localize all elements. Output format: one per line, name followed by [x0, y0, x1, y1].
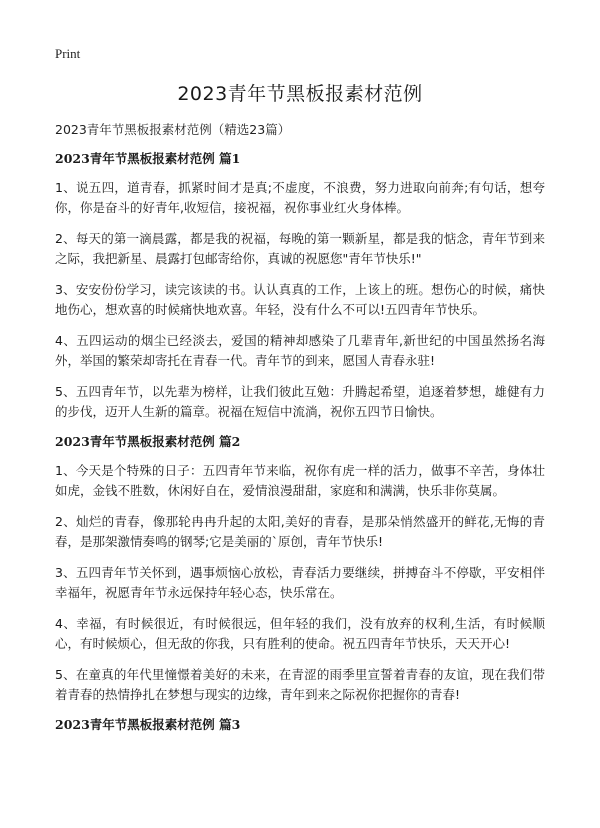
paragraph: 3、安安份份学习，读完该读的书。认认真真的工作，上该上的班。想伤心的时候，痛快地伤心，想欢喜的时候痛快地欢喜。年轻，没有什么不可以!五四青年节快乐。 [55, 282, 545, 317]
paragraph: 4、五四运动的烟尘已经淡去，爱国的精神却感染了几辈青年,新世纪的中国虽然扬名海外，举国的繁荣却寄托在青春一代。青年节的到来，愿国人青春永驻! [55, 333, 545, 368]
print-link[interactable]: Print [55, 46, 81, 61]
section-2 [55, 433, 545, 705]
paragraph: 5、在童真的年代里憧憬着美好的未来，在青涩的雨季里宣誓着青春的友谊，现在我们带着青春的热情挣扎在梦想与现实的边缘，青年到来之际祝你把握你的青春! [55, 667, 545, 702]
paragraph: 3、五四青年节关怀到，遇事烦恼心放松，青春活力要继续，拼搏奋斗不停歇，平安相伴幸福年，祝愿青年节永远保持年轻心态，快乐常在。 [55, 565, 545, 600]
page-title: 2023青年节黑板报素材范例 [177, 83, 423, 105]
paragraph: 1、说五四，道青春，抓紧时间才是真;不虚度，不浪费，努力进取向前奔;有句话，想夸你，你是奋斗的好青年,收短信，接祝福，祝你事业红火身体棒。 [55, 180, 545, 215]
section-1 [55, 150, 545, 422]
paragraph: 5、五四青年节，以先辈为榜样，让我们彼此互勉：升腾起希望，追逐着梦想，雄健有力的步伐，迈开人生新的篇章。祝福在短信中流淌，祝你五四节日愉快。 [55, 384, 545, 419]
paragraph: 2、每天的第一滴晨露，都是我的祝福，每晚的第一颗新星，都是我的惦念，青年节到来之际，我把新星、晨露打包邮寄给你，真诚的祝愿您"青年节快乐!" [55, 231, 545, 266]
paragraph: 4、幸福，有时候很近，有时候很远，但年轻的我们，没有放弃的权利,生活，有时候顺心，有时候烦心，但无敌的你我，只有胜利的使命。祝五四青年节快乐，天天开心! [55, 616, 545, 651]
document-content [55, 150, 545, 744]
section-3 [55, 716, 545, 734]
document-subtitle: 2023青年节黑板报素材范例（精选23篇） [55, 122, 291, 137]
paragraph: 2、灿烂的青春，像那轮冉冉升起的太阳,美好的青春，是那朵悄然盛开的鲜花,无悔的青春，是那架激情奏鸣的钢琴;它是美丽的`原创，青年节快乐! [55, 514, 545, 549]
section-heading: 2023青年节黑板报素材范例 篇3 [55, 717, 241, 732]
section-heading: 2023青年节黑板报素材范例 篇2 [55, 434, 241, 449]
section-heading: 2023青年节黑板报素材范例 篇1 [55, 151, 241, 166]
paragraph: 1、今天是个特殊的日子：五四青年节来临，祝你有虎一样的活力，做事不辛苦，身体壮如虎，金钱不胜数，休闲好自在，爱情浪漫甜甜，家庭和和满满，快乐非你莫属。 [55, 463, 545, 498]
